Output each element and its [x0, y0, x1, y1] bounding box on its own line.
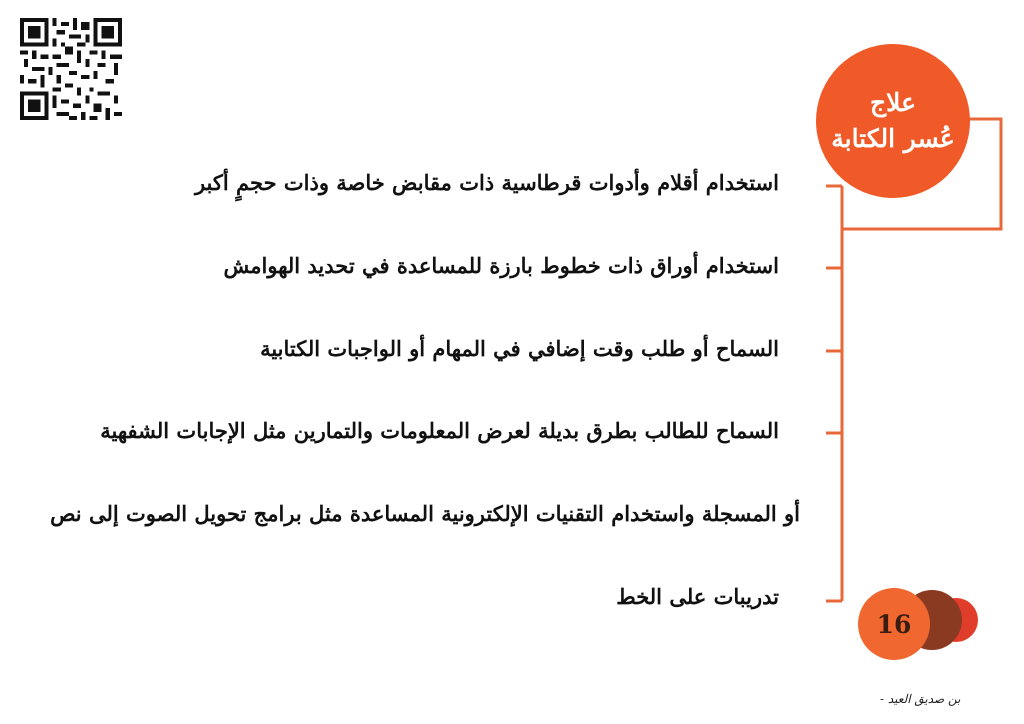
- list-item: استخدام أقلام وأدوات قرطاسية ذات مقابض خاصة وذات حجمٍ أكبر: [194, 170, 779, 195]
- signature: بن صديق العيد -: [880, 692, 961, 706]
- title-circle: [816, 44, 970, 198]
- title-line-1: علاج: [870, 88, 916, 117]
- list-item: السماح أو طلب وقت إضافي في المهام أو الواجبات الكتابية: [260, 336, 779, 361]
- page-number-badge: [858, 588, 978, 660]
- list-item: استخدام أوراق ذات خطوط بارزة للمساعدة في تحديد الهوامش: [223, 253, 779, 278]
- list-item: تدريبات على الخط: [616, 584, 779, 609]
- list-item: السماح للطالب بطرق بديلة لعرض المعلومات والتمارين مثل الإجابات الشفهية: [100, 418, 779, 443]
- list-item: أو المسجلة واستخدام التقنيات الإلكترونية المساعدة مثل برامج تحويل الصوت إلى نص: [50, 501, 800, 526]
- page-number: 16: [876, 609, 912, 639]
- title-line-2: عُسر الكتابة: [831, 124, 955, 153]
